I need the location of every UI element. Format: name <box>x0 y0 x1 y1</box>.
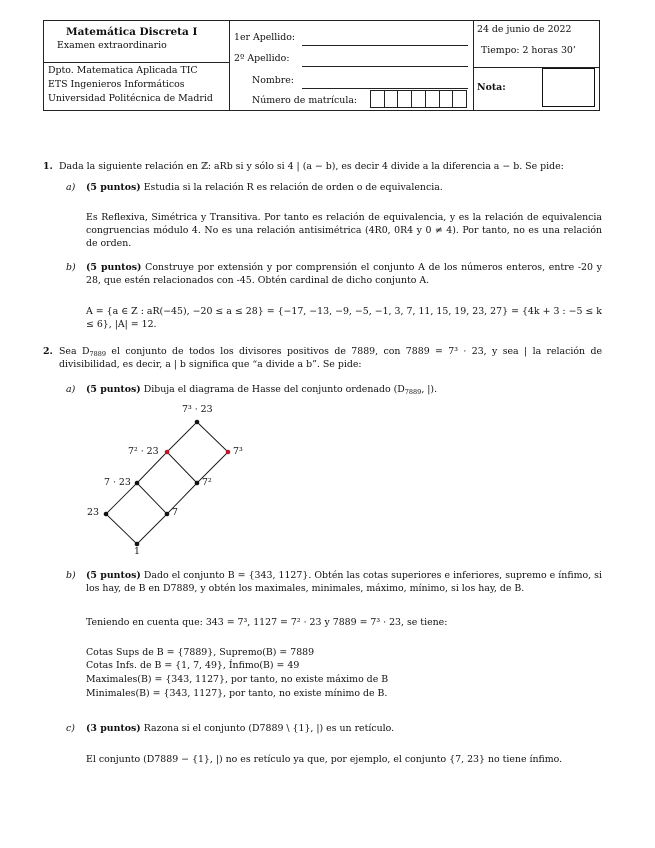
exam-type: Examen extraordinario <box>57 40 167 51</box>
q2c-label: c) <box>66 723 75 734</box>
surname2-label: 2º Apellido: <box>234 53 290 64</box>
q2-number: 2. <box>43 346 53 357</box>
q1a-points: (5 puntos) <box>86 182 141 193</box>
q2a-points: (5 puntos) <box>86 384 141 395</box>
exam-date: 24 de junio de 2022 <box>477 24 572 35</box>
hasse-edge <box>197 422 228 452</box>
hasse-edge <box>167 452 197 483</box>
q1b-statement: Construye por extensión y por comprensión el conjunto A de los números enteros, entre -20 y 28, que estén relacionados con -45. Obtén cardinal de dicho conjunto A. <box>86 262 602 286</box>
q2c-answer: El conjunto (D7889 − {1}, |) no es retículo ya que, por ejemplo, el conjunto {7, 23} no tiene ínfimo. <box>86 754 563 765</box>
hasse-edge <box>137 514 167 544</box>
school: ETS Ingenieros Informáticos <box>48 79 185 90</box>
q1b-label: b) <box>66 262 76 273</box>
q2b-intro: Teniendo en cuenta que: 343 = 7³, 1127 = 7² · 23 y 7889 = 7³ · 23, se tiene: <box>86 617 448 628</box>
q2c-points: (3 puntos) <box>86 723 141 734</box>
q2-statement-start: Sea D <box>59 346 90 357</box>
q1-statement: Dada la siguiente relación en ℤ: aRb si y sólo si 4 | (a − b), es decir 4 divide a la diferencia a − b. Se pide: <box>59 161 564 172</box>
hasse-node <box>195 481 200 486</box>
hasse-label-161: 7 · 23 <box>104 477 131 488</box>
hasse-edge <box>167 422 197 452</box>
q1a-answer: Es Reflexiva, Simétrica y Transitiva. Por tanto es relación de equivalencia, y es la relación de equivalencia congruencias módulo 4. No es una relación antisimétrica (4R0, 0R4 y 0 ≠ 4). Por tanto, no es una relación de orden. <box>86 212 602 249</box>
hasse-label-343: 7³ <box>233 446 243 457</box>
hasse-label-23: 23 <box>87 507 99 518</box>
q2a-statement-end: , |). <box>421 384 438 395</box>
hasse-label-1: 1 <box>134 546 140 557</box>
course-title: Matemática Discreta I <box>66 26 198 38</box>
surname1-label: 1er Apellido: <box>234 32 296 43</box>
q2b-points: (5 puntos) <box>86 570 141 581</box>
hasse-node-highlighted <box>226 450 231 455</box>
university: Universidad Politécnica de Madrid <box>48 93 213 104</box>
hasse-node-highlighted <box>165 450 170 455</box>
q2b-line: Cotas Sups de B = {7889}, Supremo(B) = 7889 <box>86 647 315 658</box>
hasse-node <box>135 481 140 486</box>
q1b-answer: A = {a ∈ Z : aR(−45), −20 ≤ a ≤ 28} = {−17, −13, −9, −5, −1, 3, 7, 11, 15, 19, 23, 27} = {4k + 3 : −5 ≤ k ≤ 6}, |A| = 12. <box>86 306 602 330</box>
hasse-edge <box>106 514 137 544</box>
q2a-sub: 7889 <box>404 388 422 396</box>
q2c-statement: Razona si el conjunto (D7889 \ {1}, |) es un retículo. <box>143 723 395 734</box>
exam-duration: Tiempo: 2 horas 30’ <box>481 45 576 56</box>
hasse-edge <box>137 483 167 514</box>
q2-statement-end: el conjunto de todos los divisores positivos de 7889, con 7889 = 7³ · 23, y sea | la relación de divisibilidad, es decir, a | b significa que “a divide a b”. Se pide: <box>59 346 603 370</box>
q1-number: 1. <box>43 161 53 172</box>
hasse-label-1127: 7² · 23 <box>128 446 159 457</box>
hasse-node <box>165 512 170 517</box>
q2b-line: Cotas Infs. de B = {1, 7, 49}, Ínfimo(B) = 49 <box>86 660 300 671</box>
q2c-text <box>86 723 394 736</box>
q2-statement-sub: 7889 <box>89 350 107 358</box>
q1a-label: a) <box>66 182 76 193</box>
hasse-label-7889: 7³ · 23 <box>182 404 213 415</box>
student-id-label: Número de matrícula: <box>252 95 358 106</box>
q2b-line: Minimales(B) = {343, 1127}, por tanto, no existe mínimo de B. <box>86 688 388 699</box>
q1b-points: (5 puntos) <box>86 262 142 273</box>
q2b-statement: Dado el conjunto B = {343, 1127}. Obtén las cotas superiores e inferiores, supremo e ínfimo, si los hay, de B en D7889, y obtén los maximales, minimales, máximo, mínimo, si los hay, de B. <box>86 570 602 594</box>
hasse-node <box>195 420 200 425</box>
grade-label: Nota: <box>477 82 506 93</box>
hasse-label-7: 7 <box>172 507 178 518</box>
q2a-label: a) <box>66 384 76 395</box>
hasse-node <box>104 512 109 517</box>
department: Dpto. Matematica Aplicada TIC <box>48 65 198 76</box>
name-label: Nombre: <box>252 75 294 86</box>
q2a-statement: Dibuja el diagrama de Hasse del conjunto ordenado (D <box>143 384 405 395</box>
hasse-label-49: 7² <box>202 477 212 488</box>
q1a-statement: Estudia si la relación R es relación de orden o de equivalencia. <box>143 182 443 193</box>
q2b-line: Maximales(B) = {343, 1127}, por tanto, no existe máximo de B <box>86 674 389 685</box>
q2b-text <box>86 570 602 596</box>
q2b-label: b) <box>66 570 76 581</box>
